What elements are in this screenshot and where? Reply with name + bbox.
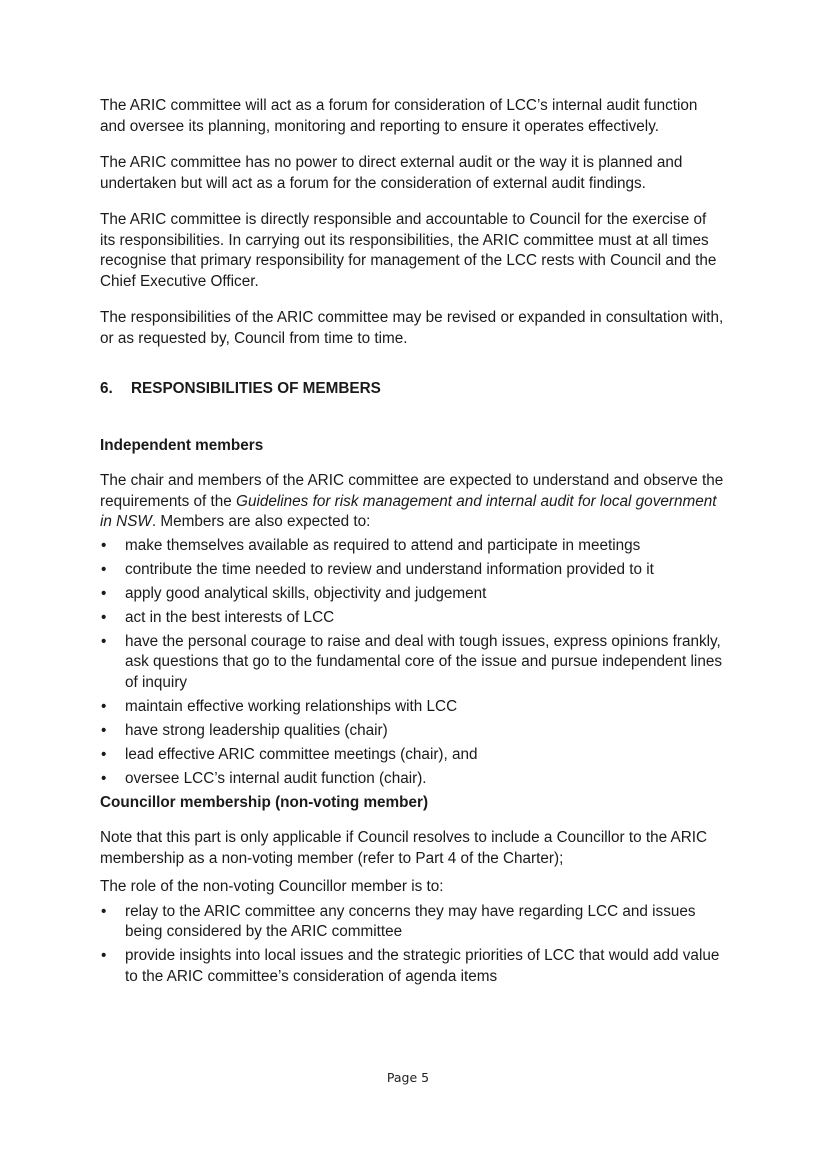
councillor-note: Note that this part is only applicable if Council resolves to include a Councillor to the ARIC membership as a non-voting member (refer to Part 4 of the Charter); [100,829,708,867]
independent-members-intro [100,471,725,533]
list-item [100,536,725,557]
bullet-icon: • [101,745,107,763]
independent-members-list [100,536,725,790]
section-number: 6. [100,380,113,397]
list-item-text: have strong leadership qualities (chair) [125,721,388,739]
list-item-text: relay to the ARIC committee any concerns they may have regarding LCC and issues being considered by the ARIC committee [125,902,696,940]
bullet-icon: • [101,632,107,650]
paragraph-revision: The responsibilities of the ARIC committee may be revised or expanded in consultation with, or as requested by, Council from time to time. [100,309,724,347]
list-item-text: make themselves available as required to attend and participate in meetings [125,536,641,554]
list-item-text: maintain effective working relationships with LCC [125,697,458,715]
list-item-text: apply good analytical skills, objectivity and judgement [125,584,487,602]
bullet-icon: • [101,560,107,578]
bullet-icon: • [101,947,107,964]
paragraph-internal-audit: The ARIC committee will act as a forum for consideration of LCC’s internal audit function and oversee its planning, monitoring and reporting to ensure it operates effectively. [100,97,698,135]
intro-text-before: The chair and members of the ARIC committee are expected to understand and observe the requirements of the [100,472,724,510]
section-title: RESPONSIBILITIES OF MEMBERS [131,380,381,397]
list-item-text: contribute the time needed to review and understand information provided to it [125,560,654,578]
list-item [100,745,725,766]
intro-text-after: . Members are also expected to: [151,513,371,530]
list-item [100,584,725,605]
independent-members-heading: Independent members [100,436,264,454]
guidelines-title: Guidelines for risk management and internal audit for local government in NSW [100,492,717,530]
bullet-icon: • [101,608,107,626]
bullet-icon: • [101,769,107,787]
document-page [100,96,725,991]
page-number: Page 5 [386,1070,430,1085]
bullet-icon: • [101,584,107,602]
paragraph-external-audit: The ARIC committee has no power to direct external audit or the way it is planned and undertaken but will act as a forum for the consideration of external audit findings. [100,154,683,192]
list-item [100,769,725,790]
section-heading [100,379,725,400]
bullet-icon: • [101,721,107,739]
list-item [100,902,725,943]
list-item-text: have the personal courage to raise and deal with tough issues, express opinions frankly, ask questions that go to the fundamental core of the issue and pursue independent lines of inquiry [125,632,722,691]
list-item [100,697,725,718]
bullet-icon: • [101,536,107,554]
list-item [100,946,725,987]
councillor-role-intro: The role of the non-voting Councillor member is to: [100,878,444,895]
list-item [100,632,725,694]
list-item-text: lead effective ARIC committee meetings (chair), and [125,745,478,763]
list-item-text: act in the best interests of LCC [125,608,335,626]
list-item-text: oversee LCC’s internal audit function (chair). [125,769,427,787]
councillor-role-list [100,902,725,988]
councillor-membership-heading: Councillor membership (non-voting member) [100,793,429,811]
list-item [100,560,725,581]
bullet-icon: • [101,902,107,920]
bullet-icon: • [101,697,107,715]
list-item-text: provide insights into local issues and the strategic priorities of LCC that would add value to the ARIC committee’s consideration of agenda items [125,947,720,985]
paragraph-accountability: The ARIC committee is directly responsible and accountable to Council for the exercise of its responsibilities. In carrying out its responsibilities, the ARIC committee must at all times recognise that primary responsibility for management of the LCC rests with Council and the Chief Executive Officer. [100,211,717,290]
list-item [100,608,725,629]
list-item [100,721,725,742]
